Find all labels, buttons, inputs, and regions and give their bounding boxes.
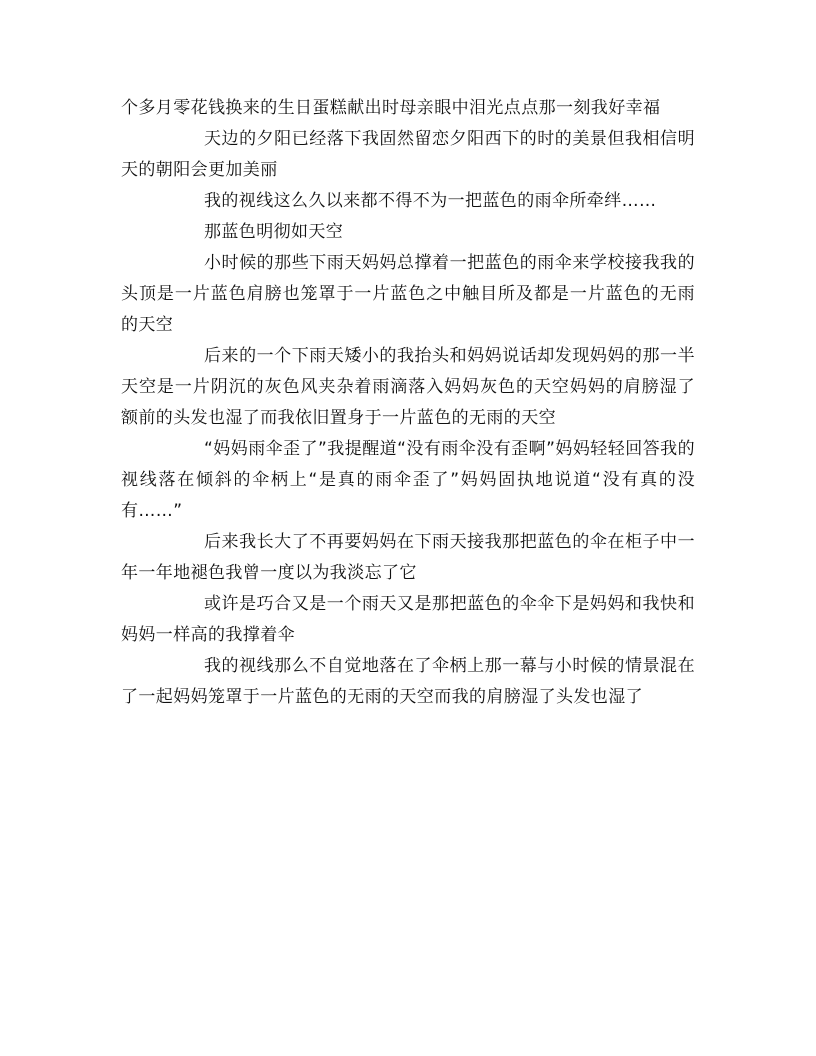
paragraph-1: 个多月零花钱换来的生日蛋糕献出时母亲眼中泪光点点那一刻我好幸福	[121, 98, 661, 118]
paragraph-8: 后来我长大了不再要妈妈在下雨天接我那把蓝色的伞在柜子中一年一年地褪色我曾一度以为我淡忘了它	[121, 532, 695, 583]
paragraph-2: 天边的夕阳已经落下我固然留恋夕阳西下的时的美景但我相信明天的朝阳会更加美丽	[121, 129, 695, 180]
paragraph-4: 那蓝色明彻如天空	[204, 222, 344, 242]
document-body	[121, 93, 695, 713]
paragraph-3: 我的视线这么久以来都不得不为一把蓝色的雨伞所牵绊……	[204, 191, 657, 211]
paragraph-7: “妈妈雨伞歪了”我提醒道“没有雨伞没有歪啊”妈妈轻轻回答我的视线落在倾斜的伞柄上“是真的雨伞歪了”妈妈固执地说道“没有真的没有……”	[121, 439, 695, 521]
paragraph-10: 我的视线那么不自觉地落在了伞柄上那一幕与小时候的情景混在了一起妈妈笼罩于一片蓝色的无雨的天空而我的肩膀湿了头发也湿了	[121, 656, 695, 707]
paragraph-6: 后来的一个下雨天矮小的我抬头和妈妈说话却发现妈妈的那一半天空是一片阴沉的灰色风夹杂着雨滴落入妈妈灰色的天空妈妈的肩膀湿了额前的头发也湿了而我依旧置身于一片蓝色的无雨的天空	[121, 346, 695, 428]
paragraph-9: 或许是巧合又是一个雨天又是那把蓝色的伞伞下是妈妈和我快和妈妈一样高的我撑着伞	[121, 594, 695, 645]
paragraph-5: 小时候的那些下雨天妈妈总撑着一把蓝色的雨伞来学校接我我的头顶是一片蓝色肩膀也笼罩于一片蓝色之中触目所及都是一片蓝色的无雨的天空	[121, 253, 695, 335]
